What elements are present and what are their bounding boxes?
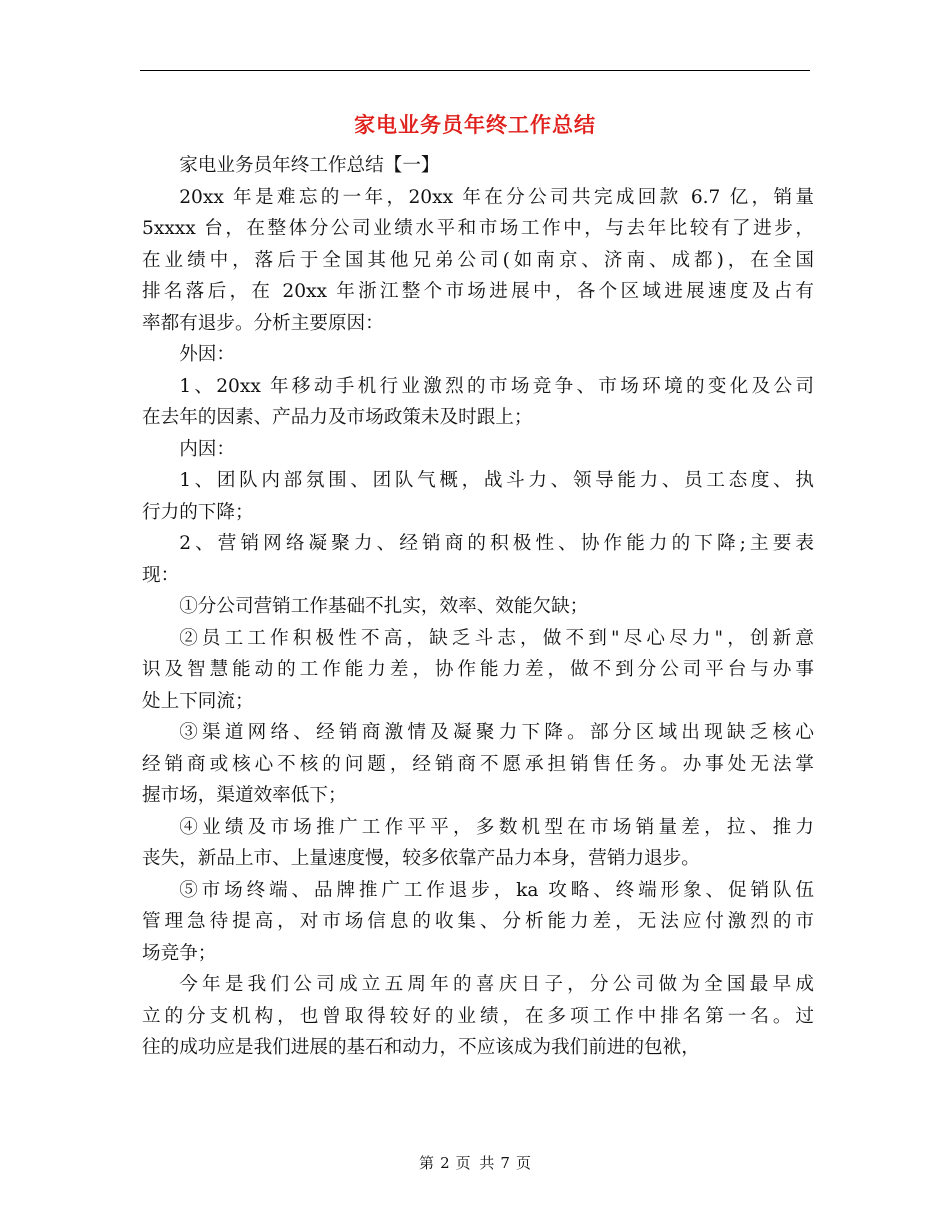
paragraph xyxy=(142,182,814,340)
footer-suffix: 页 xyxy=(515,1154,531,1172)
paragraph-line: 立的分支机构，也曾取得较好的业绩，在多项工作中排名第一名。过 xyxy=(142,1005,814,1027)
paragraph-line: 排名落后，在 20xx 年浙江整个市场进展中，各个区域进展速度及占有 xyxy=(142,281,814,302)
footer-total-pages: 7 xyxy=(500,1154,510,1172)
paragraph xyxy=(142,591,814,623)
paragraph xyxy=(142,528,814,591)
paragraph-line: ②员工工作积极性不高，缺乏斗志，做不到"尽心尽力"，创新意 xyxy=(179,627,814,649)
header-rule xyxy=(140,70,810,71)
paragraph-line: 今年是我们公司成立五周年的喜庆日子，分公司做为全国最早成 xyxy=(179,974,814,995)
footer-middle: 页 共 xyxy=(455,1154,495,1172)
paragraph-line: 识及智慧能动的工作能力差，协作能力差，做不到分公司平台与办事 xyxy=(142,659,814,680)
paragraph-line: ①分公司营销工作基础不扎实，效率、效能欠缺； xyxy=(179,596,589,617)
paragraph-line: ⑤市场终端、品牌推广工作退步，ka 攻略、终端形象、促销队伍 xyxy=(179,879,814,901)
paragraph-list xyxy=(142,182,814,1064)
paragraph-line: ④业绩及市场推广工作平平，多数机型在市场销量差，拉、推力 xyxy=(179,816,814,838)
subtitle: 家电业务员年终工作总结【一】 xyxy=(179,155,440,176)
paragraph-line: ③渠道网络、经销商激情及凝聚力下降。部分区域出现缺乏核心 xyxy=(179,722,814,743)
paragraph xyxy=(142,969,814,1064)
footer-prefix: 第 xyxy=(419,1154,435,1172)
paragraph-line: 行力的下降； xyxy=(142,501,254,523)
footer-current-page: 2 xyxy=(440,1154,450,1172)
paragraph-line: 丧失，新品上市、上量速度慢，较多依靠产品力本身，营销力退步。 xyxy=(142,848,700,869)
subtitle-paragraph xyxy=(142,150,814,182)
document-body xyxy=(142,150,814,1064)
paragraph-line: 在去年的因素、产品力及市场政策未及时跟上； xyxy=(142,407,533,428)
paragraph-line: 1、团队内部氛围、团队气概，战斗力、领导能力、员工态度、执 xyxy=(179,470,814,491)
paragraph-line: 往的成功应是我们进展的基石和动力，不应该成为我们前进的包袱， xyxy=(142,1037,700,1058)
paragraph xyxy=(142,875,814,970)
document-title: 家电业务员年终工作总结 xyxy=(354,112,596,137)
paragraph-line: 2、营销网络凝聚力、经销商的积极性、协作能力的下降;主要表 xyxy=(179,533,814,554)
page-footer xyxy=(0,1152,950,1174)
paragraph-line: 经销商或核心不核的问题，经销商不愿承担销售任务。办事处无法掌 xyxy=(142,753,814,775)
paragraph-line: 外因： xyxy=(179,344,235,365)
paragraph xyxy=(142,717,814,812)
paragraph-line: 场竞争； xyxy=(142,942,217,964)
paragraph xyxy=(142,434,814,466)
paragraph-line: 内因： xyxy=(179,438,235,460)
paragraph-line: 现： xyxy=(142,564,180,586)
paragraph-line: 在业绩中，落后于全国其他兄弟公司(如南京、济南、成都)，在全国 xyxy=(142,249,814,271)
paragraph-line: 率都有退步。分析主要原因： xyxy=(142,312,384,334)
paragraph xyxy=(142,465,814,528)
paragraph-line: 管理急待提高，对市场信息的收集、分析能力差，无法应付激烈的市 xyxy=(142,911,814,932)
paragraph-line: 握市场，渠道效率低下； xyxy=(142,785,347,806)
paragraph xyxy=(142,339,814,371)
paragraph xyxy=(142,371,814,434)
paragraph-line: 5xxxx 台，在整体分公司业绩水平和市场工作中，与去年比较有了进步， xyxy=(142,218,814,239)
paragraph xyxy=(142,812,814,875)
paragraph xyxy=(142,623,814,718)
paragraph-line: 处上下同流； xyxy=(142,690,254,712)
paragraph-line: 1、20xx 年移动手机行业激烈的市场竞争、市场环境的变化及公司 xyxy=(179,375,814,397)
paragraph-line: 20xx 年是难忘的一年，20xx 年在分公司共完成回款 6.7 亿，销量 xyxy=(179,186,814,208)
